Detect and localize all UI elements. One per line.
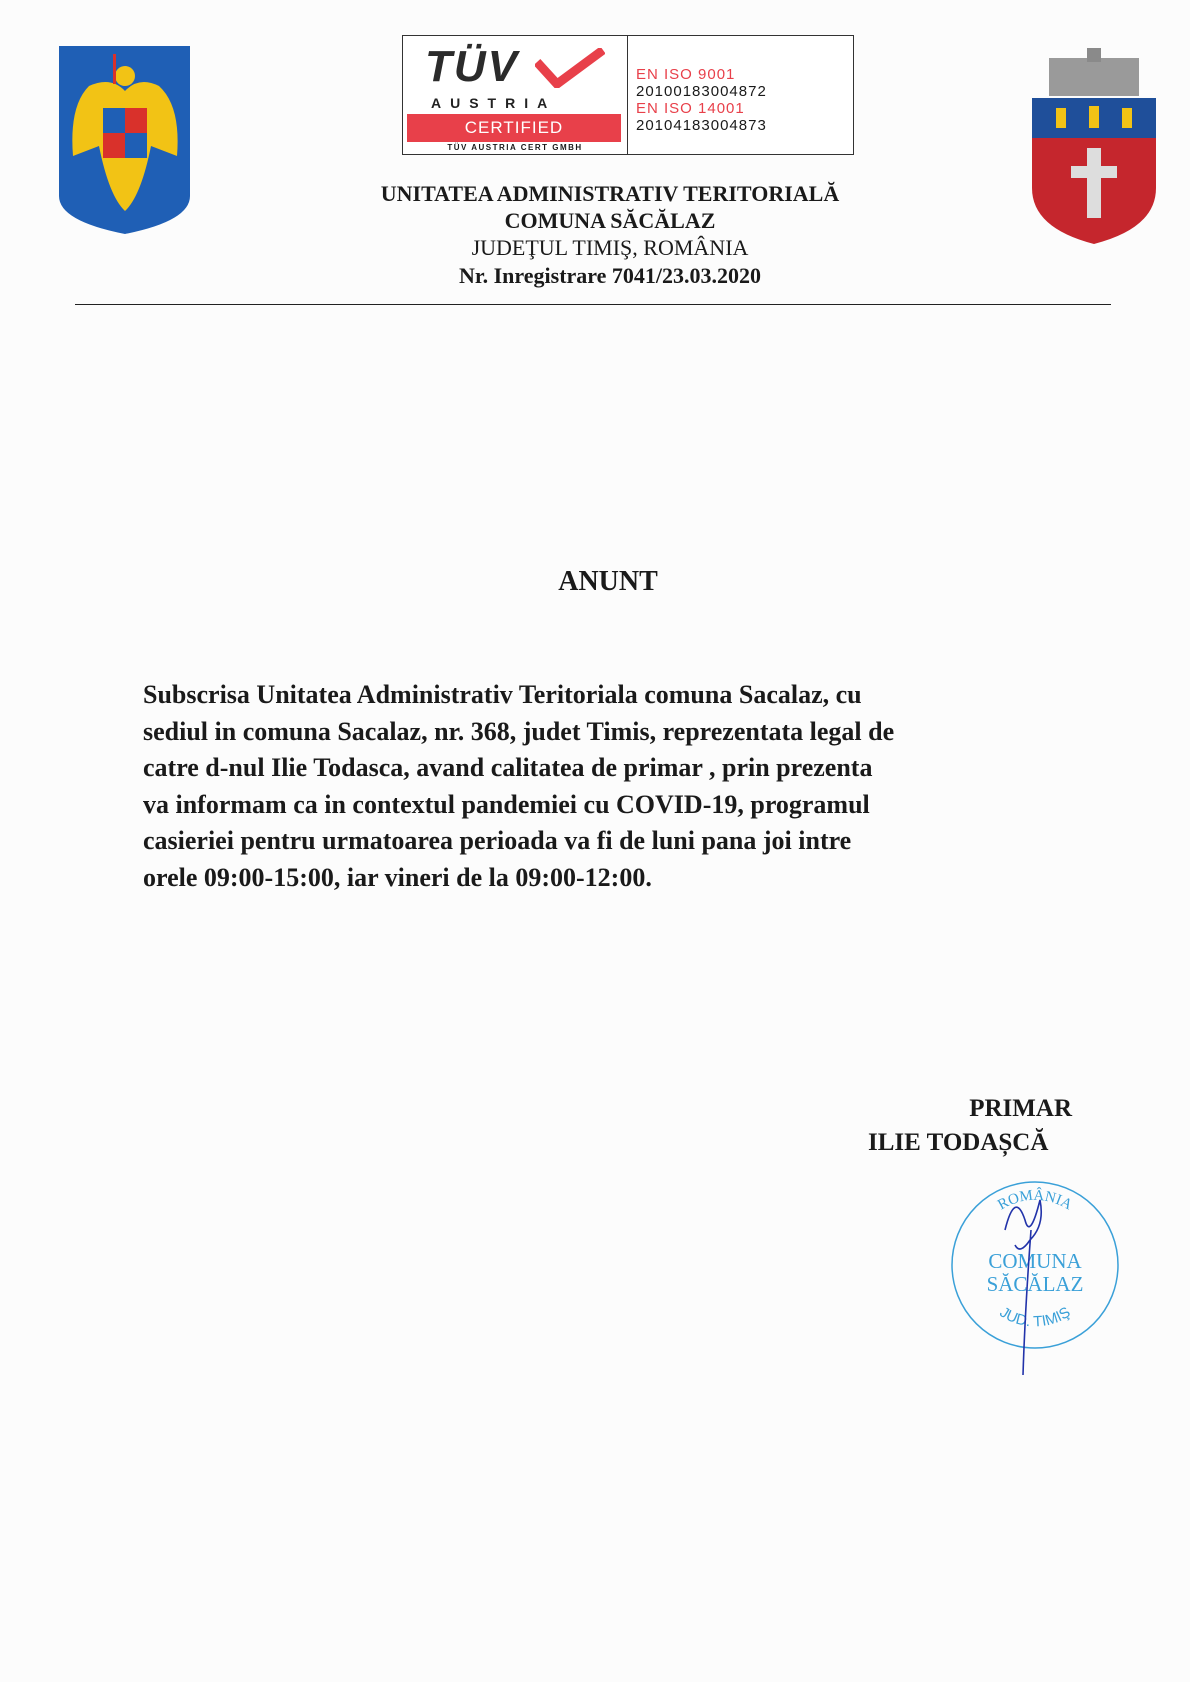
tuv-logo <box>403 36 628 154</box>
body-line: catre d-nul Ilie Todasca, avand calitatea de primar , prin prezenta <box>143 753 873 782</box>
tuv-logo-text: TÜV <box>425 42 519 91</box>
iso-14001-label: EN ISO 14001 <box>636 100 745 117</box>
stamp-bottom-text: JUD. TIMIŞ <box>996 1303 1074 1331</box>
iso-9001-label: EN ISO 9001 <box>636 66 736 83</box>
body-line: Subscrisa Unitatea Administrativ Teritoriala comuna Sacalaz, cu <box>143 680 862 709</box>
document-title: ANUNT <box>558 566 658 597</box>
body-line: sediul in comuna Sacalaz, nr. 368, judet Timis, reprezentata legal de <box>143 716 895 746</box>
iso-certifications <box>628 36 767 154</box>
signatory-role: PRIMAR <box>969 1095 1072 1122</box>
checkmark-icon <box>535 48 605 88</box>
header-commune: COMUNA SĂCĂLAZ <box>504 208 716 233</box>
tuv-company-text: TÜV AUSTRIA CERT GMBH <box>447 143 583 152</box>
stamp-center-line1: COMUNA <box>988 1249 1082 1273</box>
tuv-certification-badge <box>402 35 854 155</box>
stamp-top-text: ROMÂNIA <box>995 1187 1075 1214</box>
body-line: orele 09:00-15:00, iar vineri de la 09:00-12:00. <box>143 862 652 892</box>
iso-14001-number: 20104183004873 <box>636 117 767 134</box>
document-body <box>143 677 1093 896</box>
header-institution: UNITATEA ADMINISTRATIV TERITORIALĂ <box>380 181 840 206</box>
header-registration-number: Nr. Inregistrare 7041/23.03.2020 <box>458 263 762 288</box>
official-stamp <box>945 1170 1125 1390</box>
header-county: JUDEŢUL TIMIŞ, ROMÂNIA <box>471 235 749 260</box>
body-line: va informam ca in contextul pandemiei cu COVID-19, programul <box>143 789 870 819</box>
header-divider <box>75 304 1111 305</box>
iso-9001-number: 20100183004872 <box>636 83 767 100</box>
certified-label: CERTIFIED <box>407 114 621 142</box>
tuv-austria-text: AUSTRIA <box>431 95 557 111</box>
stamp-center-line2: SĂCĂLAZ <box>986 1272 1084 1296</box>
body-line: casieriei pentru urmatoarea perioada va fi de luni pana joi intre <box>143 826 852 855</box>
signatory-name: ILIE TODAȘCĂ <box>868 1129 1049 1156</box>
